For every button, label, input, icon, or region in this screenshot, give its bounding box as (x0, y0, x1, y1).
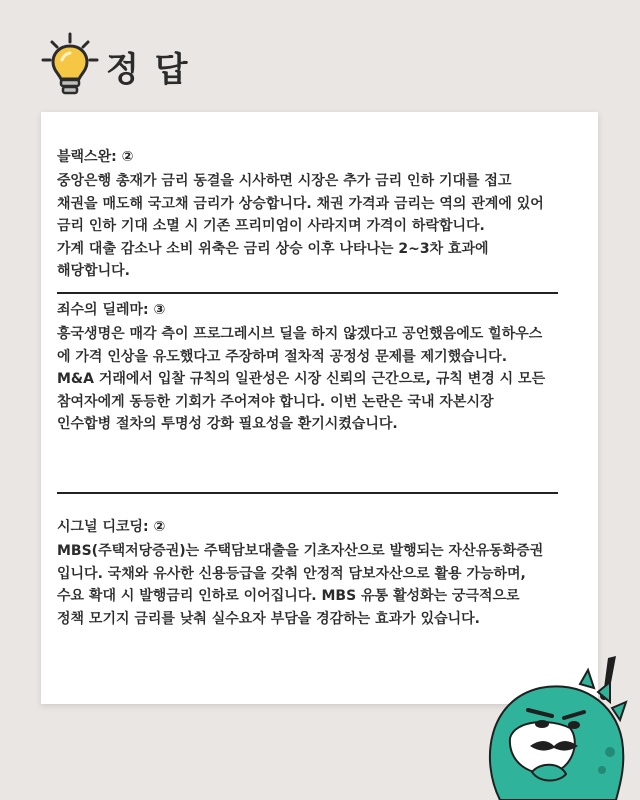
answer-section-signal-decoding (57, 516, 583, 630)
body-line: 참여자에게 동등한 기회가 주어져야 합니다. 이번 논란은 국내 자본시장 (57, 393, 494, 410)
body-line: MBS(주택저당증권)는 주택담보대출을 기초자산으로 발행되는 자산유동화증권 (57, 543, 544, 559)
body-line: 흥국생명은 매각 측이 프로그레시브 딜을 하지 않겠다고 공언했음에도 힐하우스 (57, 326, 543, 342)
page-title: 정 답 (106, 50, 190, 90)
section-title: 죄수의 딜레마: ③ (57, 302, 166, 318)
answer-section-blackswan (57, 146, 583, 283)
section-divider (57, 492, 558, 494)
answer-section-prisoners-dilemma (57, 299, 583, 436)
section-title: 블랙스완: ② (57, 149, 134, 165)
dinosaur-mascot-icon (470, 640, 640, 800)
lightbulb-icon (40, 30, 100, 100)
body-line: 해당합니다. (57, 263, 130, 279)
section-title: 시그널 디코딩: ② (57, 519, 166, 535)
body-line: 입니다. 국채와 유사한 신용등급을 갖춰 안정적 담보자산으로 활용 가능하며, (57, 565, 526, 582)
body-line: 인수합병 절차의 투명성 강화 필요성을 환기시켰습니다. (57, 416, 398, 432)
body-line: 중앙은행 총재가 금리 동결을 시사하면 시장은 추가 금리 인하 기대를 접고 (57, 173, 512, 189)
body-line: M&A 거래에서 입찰 규칙의 일관성은 시장 신뢰의 근간으로, 규칙 변경 시 모든 (57, 371, 546, 387)
body-line: 정책 모기지 금리를 낮춰 실수요자 부담을 경감하는 효과가 있습니다. (57, 610, 480, 627)
body-line: 금리 인하 기대 소멸 시 기존 프리미엄이 사라지며 가격이 하락합니다. (57, 218, 485, 234)
section-body (57, 323, 583, 436)
section-divider (57, 292, 558, 294)
body-line: 수요 확대 시 발행금리 인하로 이어집니다. MBS 유통 활성화는 궁극적으로 (57, 588, 520, 604)
section-body (57, 540, 583, 630)
answer-card (41, 112, 598, 704)
body-line: 가계 대출 감소나 소비 위축은 금리 상승 이후 나타나는 2~3차 효과에 (57, 240, 489, 257)
section-body (57, 170, 583, 283)
body-line: 채권을 매도해 국고채 금리가 상승합니다. 채권 가격과 금리는 역의 관계에 있어 (57, 195, 544, 212)
body-line: 에 가격 인상을 유도했다고 주장하며 절차적 공정성 문제를 제기했습니다. (57, 348, 508, 365)
page-header (40, 30, 340, 100)
